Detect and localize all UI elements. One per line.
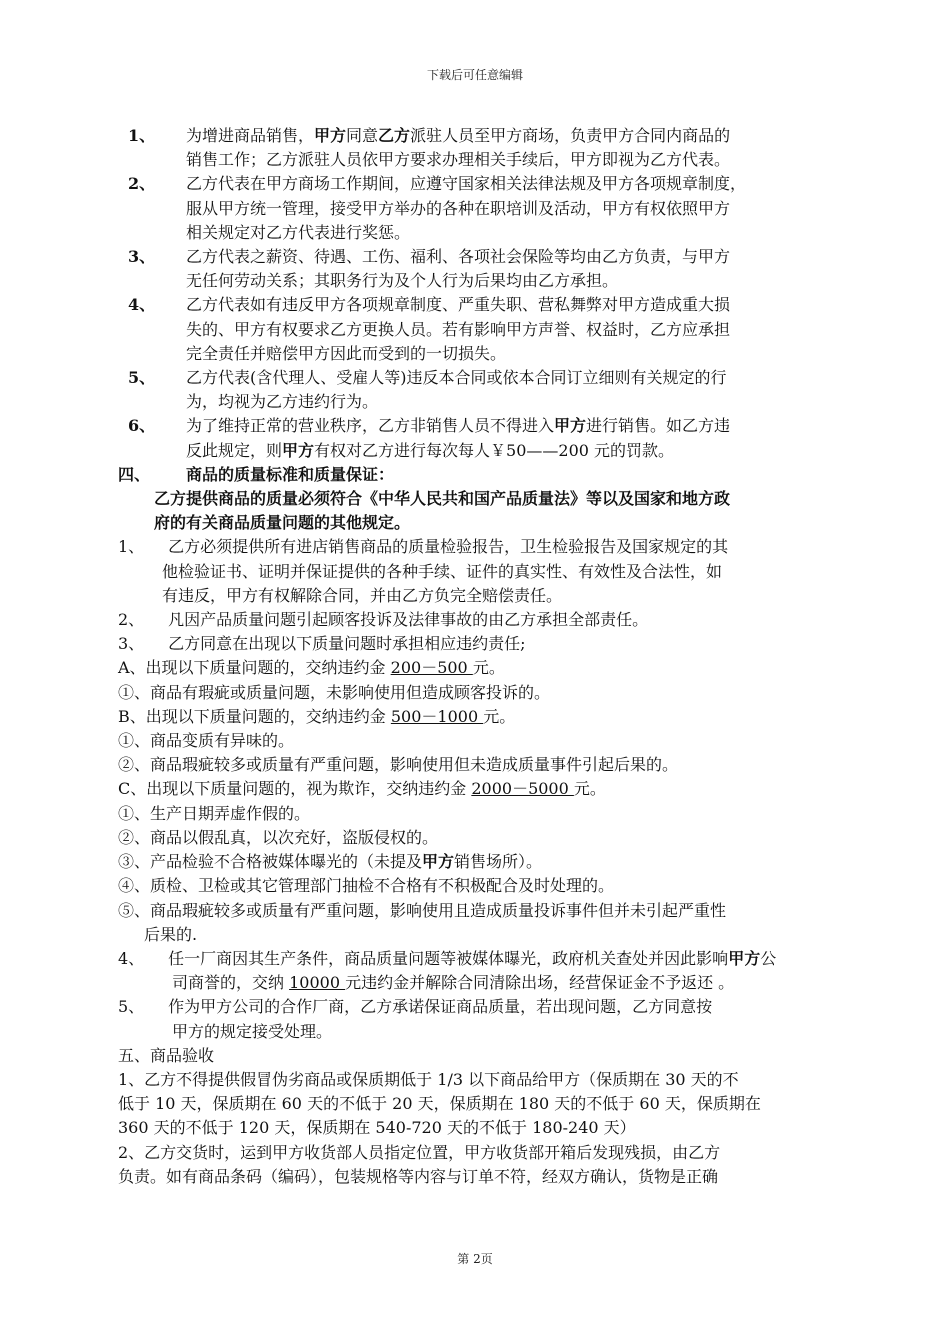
clause-3: 3、 乙方代表之薪资、待遇、工伤、福利、各项社会保险等均由乙方负责，与甲方 无任何劳动关系；其职务行为及个人行为后果均由乙方承担。 (128, 247, 731, 291)
quality-item-5: 5、 作为甲方公司的合作厂商，乙方承诺保证商品质量，若出现问题，乙方同意按 (118, 997, 713, 1017)
clause-number: 1、 (128, 126, 156, 145)
clause-number: 4、 (128, 295, 156, 315)
quality-item-1: 1、 乙方必须提供所有进店销售商品的质量检验报告，卫生检验报告及国家规定的其 (118, 537, 729, 557)
clause-4: 4、 乙方代表如有违反甲方各项规章制度、严重失职、营私舞弊对甲方造成重大损 失的、甲方有权要求乙方更换人员。若有影响甲方声誉、权益时，乙方应承担 完全责任并赔偿甲方因此而受到的一切损失。 (128, 295, 731, 363)
section-4-heading: 四、 商品的质量标准和质量保证： (118, 464, 395, 484)
clause-6: 6、 为了维持正常的营业秩序，乙方非销售人员不得进入甲方进行销售。如乙方违 反此规定，则甲方有权对乙方进行每次每人￥50——200 元的罚款。 (128, 416, 731, 460)
quality-item-3: 3、 乙方同意在出现以下质量问题时承担相应违约责任; (118, 634, 526, 654)
section-4-intro: 乙方提供商品的质量必须符合《中华人民共和国产品质量法》等以及国家和地方政 (154, 489, 731, 509)
clause-number: 5、 (128, 368, 156, 388)
penalty-b: B、出现以下质量问题的，交纳违约金 500－1000 元。 (118, 706, 516, 726)
quality-item-2: 2、 凡因产品质量问题引起顾客投诉及法律事故的由乙方承担全部责任。 (118, 610, 649, 630)
inspection-item-1: 1、乙方不得提供假冒伪劣商品或保质期低于 1/3 以下商品给甲方（保质期在 30 天的不 (118, 1069, 739, 1089)
clause-number: 2、 (128, 174, 156, 194)
clause-number: 6、 (128, 416, 156, 436)
page-footer: 第 2页 (457, 1252, 493, 1266)
quality-item-4: 4、 任一厂商因其生产条件，商品质量问题等被媒体曝光，政府机关查处并因此影响甲方公 (118, 948, 777, 968)
page-header: 下载后可任意编辑 (426, 68, 523, 82)
clause-number: 3、 (128, 247, 156, 267)
inspection-item-2: 2、乙方交货时，运到甲方收货部人员指定位置，甲方收货部开箱后发现残损，由乙方 (118, 1142, 721, 1162)
clause-1: 1、 为增进商品销售，甲方同意乙方派驻人员至甲方商场，负责甲方合同内商品的 销售工作；乙方派驻人员依甲方要求办理相关手续后，甲方即视为乙方代表。 (128, 126, 731, 170)
penalty-a: A、出现以下质量问题的，交纳违约金 200－500 元。 (118, 658, 505, 678)
clause-5: 5、 乙方代表(含代理人、受雇人等)违反本合同或依本合同订立细则有关规定的行 为，均视为乙方违约行为。 (128, 368, 727, 412)
clause-2: 2、 乙方代表在甲方商场工作期间，应遵守国家相关法律法规及甲方各项规章制度， 服从甲方统一管理，接受甲方举办的各种在职培训及活动，甲方有权依照甲方 相关规定对乙方代表进行奖惩。 (128, 174, 747, 242)
section-5-heading: 五、商品验收 (118, 1045, 215, 1065)
penalty-c: C、出现以下质量问题的，视为欺诈，交纳违约金 2000－5000 元。 (118, 779, 606, 799)
document-body: 1、 为增进商品销售，甲方同意乙方派驻人员至甲方商场，负责甲方合同内商品的 销售工作；乙方派驻人员依甲方要求办理相关手续后，甲方即视为乙方代表。 2、 乙方代表在甲方商场工作期间，应遵守国家相关法律法规及甲方各项规章制度， 服从甲方统一管理，接受甲方举办的各种在职培训及活动，甲方有权依照甲方 相关规定对乙方代表进行奖惩。 3、 乙方代表之薪资、待遇、工伤、福利、各项社会保险等均由乙方负责，与甲方 无任何劳动关系；其职务行为及个人行为后果均由乙方承担。 4、 乙方代表如有违反甲方各项规章制度、严重失职、营私舞弊对甲方造成重大损 失的、甲方有权要求乙方更换人员。若有影响甲方声誉、权益时，乙方应承担 完全责任并赔偿甲方因此而受到的一切损失。 5、 乙方代表(含代理人、受雇人等)违反本合同或依本合同订立细则有关规定的行 为，均视为乙方违约行为。 6、 为了维持正常的营业秩序，乙方非销售人员不得进入甲方进行销售。如乙方违 反此规定，则甲方有权对乙方进行每次每人￥50——200 元的罚款。 四、 商品的质量标准和质量保证： 乙方提供商品的质量必须符合《中华人民共和国产品质量法》等以及国家和地方政 府的有关商品质量问题的其他规定。 1、 乙方必须提供所有进店销售商品的质量检验报告，卫生检验报告及国家规定的其 他检验证书、证明并保证提供的各种手续、证件的真实性、有效性及合法性，如 有违反，甲方有权解除合同，并由乙方负完全赔偿责任。 2、 凡因产品质量问题引起顾客投诉及法律事故的由乙方承担全部责任。 3、 乙方同意在出现以下质量问题时承担相应违约责任; A、出现以下质量问题的，交纳违约金 200－500 元。 ①、商品有瑕疵或质量问题，未影响使用但造成顾客投诉的。 B、出现以下质量问题的，交纳违约金 500－1000 元。 ①、商品变质有异味的。 ②、商品瑕疵较多或质量有严重问题，影响使用但未造成质量事件引起后果的。 C、出现以下质量问题的，视为欺诈，交纳违约金 2000－5000 元。 ①、生产日期弄虚作假的。 ②、商品以假乱真，以次充好，盗版侵权的。 ③、产品检验不合格被媒体曝光的（未提及甲方销售场所）。 ④、质检、卫检或其它管理部门抽检不合格有不积极配合及时处理的。 ⑤、商品瑕疵较多或质量有严重问题，影响使用且造成质量投诉事件但并未引起严重性 后果的. 4、 任一厂商因其生产条件，商品质量问题等被媒体曝光，政府机关查处并因此影响甲方公 司商誉的，交纳 10000 元违约金并解除合同清除出场，经营保证金不予返还 。 5、 作为甲方公司的合作厂商，乙方承诺保证商品质量，若出现问题，乙方同意按 甲方的规定接受处理。 五、商品验收 1、乙方不得提供假冒伪劣商品或保质期低于 1/3 以下商品给甲方（保质期在 30 天的不 低于 10 天，保质期在 60 天的不低于 20 天，保质期在 180 天的不低于 60 天，保质期在 360 天的不低于 120 天，保质期在 540-720 天的不低于 180-240 天） 2、乙方交货时，运到甲方收货部人员指定位置，甲方收货部开箱后发现残损，由乙方 负责。如有商品条码（编码），包装规格等内容与订单不符，经双方确认，货物是正确 (118, 124, 858, 1189)
